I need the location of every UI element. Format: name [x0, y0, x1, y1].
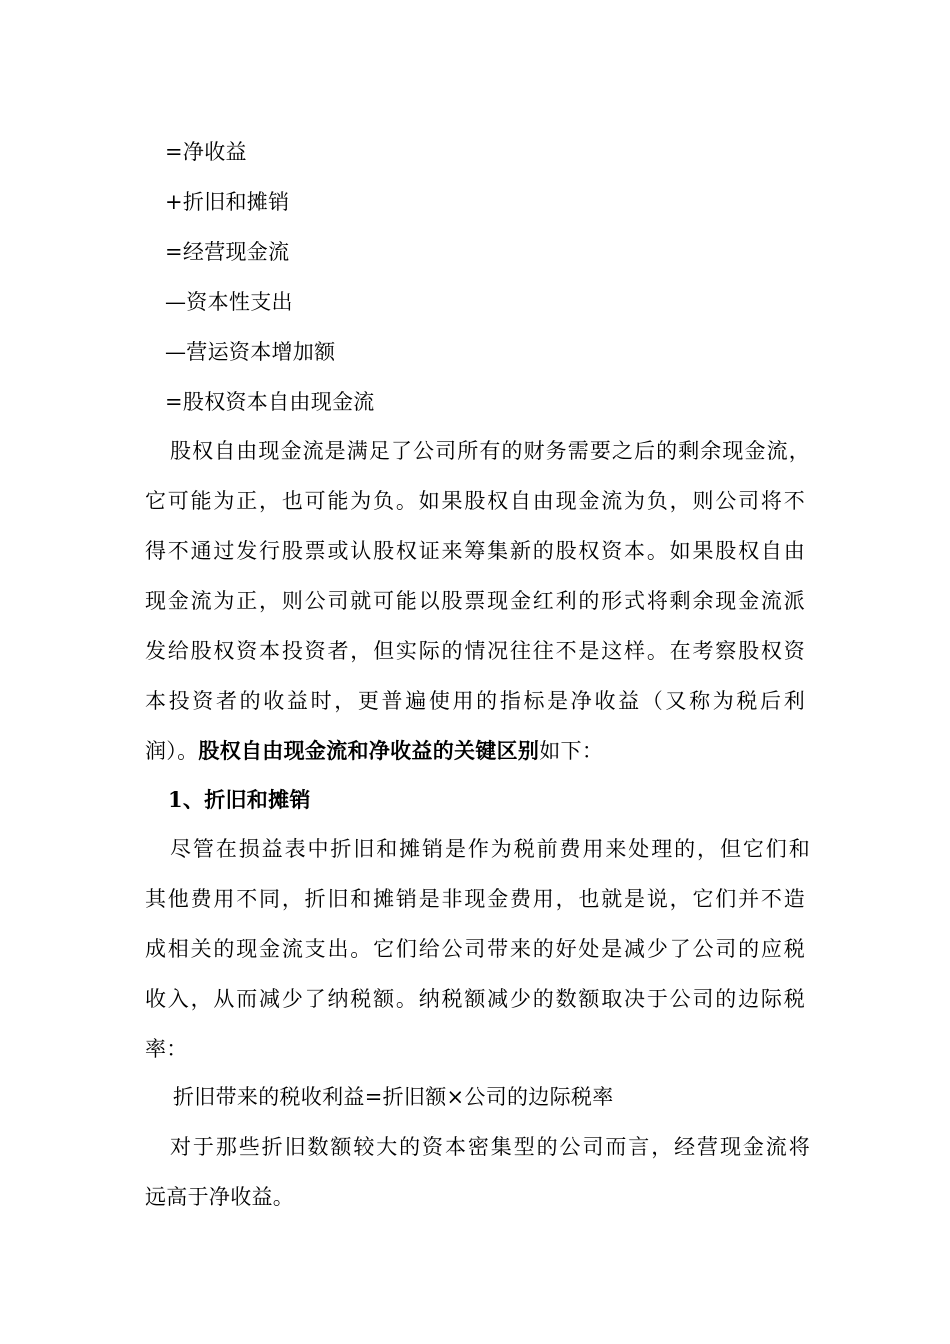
formula-line-operating-cash-flow: =经营现金流	[165, 240, 290, 264]
paragraph-last-line: 率：	[145, 1037, 188, 1061]
paragraph-line: 收入，从而减少了纳税额。纳税额减少的数额取决于公司的边际税	[145, 987, 805, 1011]
paragraph-line: 成相关的现金流支出。它们给公司带来的好处是减少了公司的应税	[145, 937, 805, 961]
paragraph-text: 润）。	[145, 739, 199, 763]
paragraph-line: 得不通过发行股票或认股权证来筹集新的股权资本。如果股权自由	[145, 539, 805, 563]
paragraph-line: 它可能为正，也可能为负。如果股权自由现金流为负，则公司将不	[145, 489, 805, 513]
key-difference-emphasis: 股权自由现金流和净收益的关键区别	[198, 738, 540, 763]
paragraph-line: 尽管在损益表中折旧和摊销是作为税前费用来处理的，但它们和	[170, 837, 810, 861]
paragraph-line: 现金流为正，则公司就可能以股票现金红利的形式将剩余现金流派	[145, 589, 805, 613]
paragraph-last-line	[145, 736, 815, 766]
formula-line-net-income: =净收益	[165, 140, 247, 164]
paragraph-last-line: 远高于净收益。	[145, 1185, 295, 1209]
formula-line-working-capital: —营运资本增加额	[165, 340, 336, 364]
formula-line-fcfe: =股权资本自由现金流	[165, 390, 375, 414]
tax-benefit-formula: 折旧带来的税收利益=折旧额×公司的边际税率	[173, 1085, 614, 1109]
paragraph-line: 股权自由现金流是满足了公司所有的财务需要之后的剩余现金流，	[170, 439, 810, 463]
paragraph-line: 发给股权资本投资者，但实际的情况往往不是这样。在考察股权资	[145, 639, 805, 663]
paragraph-line: 其他费用不同，折旧和摊销是非现金费用，也就是说，它们并不造	[145, 887, 805, 911]
paragraph-text: 如下：	[539, 739, 604, 763]
paragraph-line: 对于那些折旧数额较大的资本密集型的公司而言，经营现金流将	[170, 1135, 810, 1159]
paragraph-line: 本投资者的收益时，更普遍使用的指标是净收益（又称为税后利	[145, 689, 805, 713]
formula-line-capex: —资本性支出	[165, 290, 293, 314]
formula-line-depreciation: +折旧和摊销	[165, 190, 290, 214]
section-heading: 1、折旧和摊销	[168, 787, 311, 812]
